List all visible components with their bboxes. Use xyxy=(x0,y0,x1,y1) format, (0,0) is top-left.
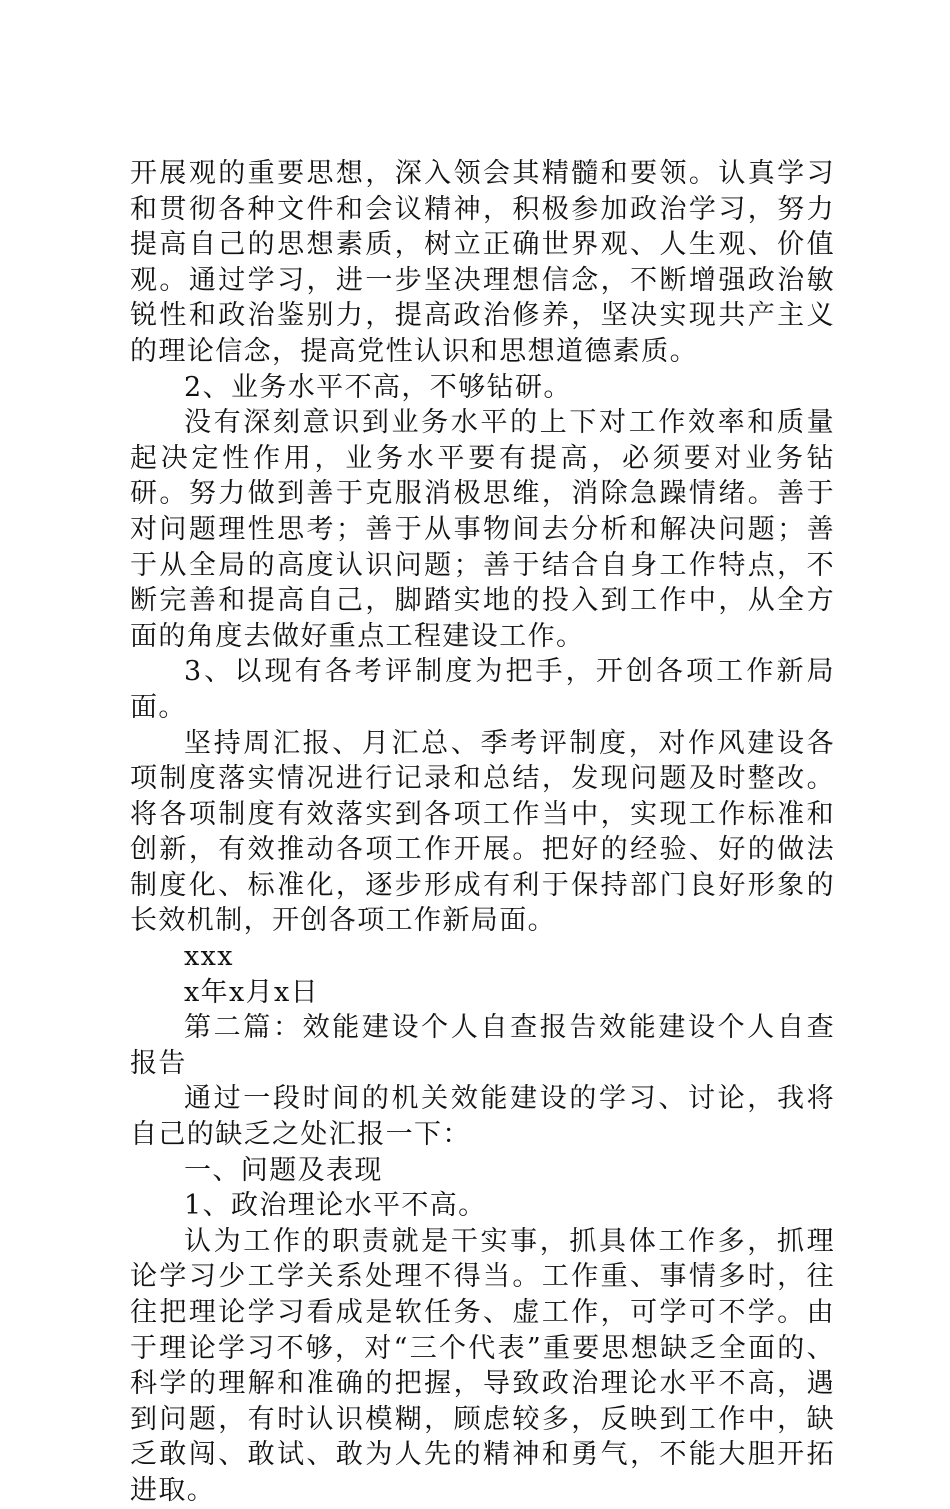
paragraph-business-level-body: 没有深刻意识到业务水平的上下对工作效率和质量起决定性作用，业务水平要有提高，必须要对业务钻研。努力做到善于克服消极思维，消除急躁情绪。善于对问题理性思考；善于从事物间去分析和解决问题；善于从全局的高度认识问题；善于结合自身工作特点，不断完善和提高自己，脚踏实地的投入到工作中，从全方面的角度去做好重点工程建设工作。 xyxy=(130,407,835,652)
section-title-second-article: 第二篇：效能建设个人自查报告效能建设个人自查报告 xyxy=(130,1012,835,1079)
paragraph-heading-political-theory: 1、政治理论水平不高。 xyxy=(184,1190,487,1222)
paragraph-political-theory-body: 认为工作的职责就是干实事，抓具体工作多，抓理论学习少工学关系处理不得当。工作重、事情多时，往往把理论学习看成是软任务、虚工作，可学可不学。由于理论学习不够，对“三个代表”重要思想缺乏全面的、科学的理解和准确的把握，导致政治理论水平不高，遇到问题，有时认识模糊，顾虑较多，反映到工作中，缺乏敢闯、敢试、敢为人先的精神和勇气，不能大胆开拓进取。 xyxy=(130,1225,835,1506)
document-body xyxy=(130,156,835,1509)
signature-name: xxx xyxy=(184,941,234,973)
signature-date: x年x月x日 xyxy=(184,976,320,1008)
paragraph-continuation: 开展观的重要思想，深入领会其精髓和要领。认真学习和贯彻各种文件和会议精神，积极参加政治学习，努力提高自己的思想素质，树立正确世界观、人生观、价值观。通过学习，进一步坚决理想信念，不断增强政治敏锐性和政治鉴别力，提高政治修养，坚决实现共产主义的理论信念，提高党性认识和思想道德素质。 xyxy=(130,158,835,367)
heading-problems: 一、问题及表现 xyxy=(184,1154,383,1186)
paragraph-intro: 通过一段时间的机关效能建设的学习、讨论，我将自己的缺乏之处汇报一下： xyxy=(130,1083,835,1151)
paragraph-heading-business-level: 2、业务水平不高，不够钻研。 xyxy=(184,371,572,403)
paragraph-evaluation-system-body: 坚持周汇报、月汇总、季考评制度，对作风建设各项制度落实情况进行记录和总结，发现问题及时整改。将各项制度有效落实到各项工作当中，实现工作标准和创新，有效推动各项工作开展。把好的经验、好的做法制度化、标准化，逐步形成有利于保持部门良好形象的长效机制，开创各项工作新局面。 xyxy=(130,727,835,937)
paragraph-heading-evaluation-system: 3、以现有各考评制度为把手，开创各项工作新局面。 xyxy=(130,656,835,723)
